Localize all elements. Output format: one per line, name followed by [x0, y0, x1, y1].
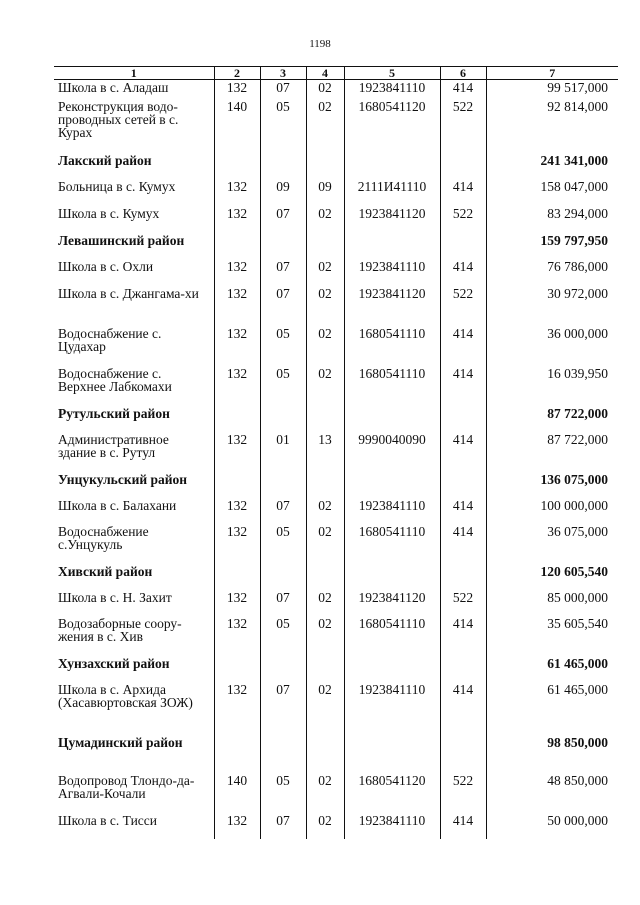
cell-c2: 132 [214, 524, 260, 564]
table-row [54, 326, 618, 366]
cell-c6 [440, 153, 486, 179]
cell-c5 [344, 656, 440, 682]
cell-c3: 07 [260, 590, 306, 616]
cell-amount: 83 294,000 [486, 206, 618, 233]
cell-c2 [214, 472, 260, 498]
cell-amount: 61 465,000 [486, 656, 618, 682]
cell-c4: 02 [306, 813, 344, 839]
cell-c5: 1923841110 [344, 813, 440, 839]
cell-c5: 1680541110 [344, 366, 440, 406]
cell-c5: 1680541110 [344, 326, 440, 366]
cell-c2: 132 [214, 206, 260, 233]
cell-c5: 1923841110 [344, 498, 440, 524]
table-row [54, 813, 618, 839]
cell-c6 [440, 564, 486, 590]
cell-c3: 07 [260, 813, 306, 839]
cell-c6: 414 [440, 524, 486, 564]
table-row [54, 498, 618, 524]
cell-c2: 132 [214, 179, 260, 206]
cell-c6 [440, 656, 486, 682]
table-body [54, 80, 618, 839]
header-row [54, 67, 618, 80]
cell-c5 [344, 472, 440, 498]
cell-c3: 05 [260, 326, 306, 366]
cell-c4: 02 [306, 773, 344, 813]
cell-amount: 158 047,000 [486, 179, 618, 206]
cell-c3: 05 [260, 99, 306, 153]
cell-c5: 1680541120 [344, 773, 440, 813]
table-row [54, 432, 618, 472]
cell-c5 [344, 564, 440, 590]
cell-c5: 1923841110 [344, 80, 440, 99]
cell-c3 [260, 472, 306, 498]
cell-c5: 1680541120 [344, 99, 440, 153]
cell-amount: 87 722,000 [486, 406, 618, 432]
cell-name: Унцукульский район [58, 471, 188, 487]
cell-amount: 36 075,000 [486, 524, 618, 564]
cell-name: Водоснабжение с. Верхнее Лабкомахи [58, 365, 172, 394]
cell-c6: 414 [440, 432, 486, 472]
cell-c5: 1923841110 [344, 682, 440, 735]
cell-name: Школа в с. Балахани [58, 497, 177, 513]
cell-c3: 05 [260, 616, 306, 656]
cell-c3: 05 [260, 366, 306, 406]
cell-c5: 9990040090 [344, 432, 440, 472]
table-row [54, 524, 618, 564]
cell-c2: 132 [214, 366, 260, 406]
cell-c6: 414 [440, 326, 486, 366]
cell-c6: 414 [440, 179, 486, 206]
cell-amount: 100 000,000 [486, 498, 618, 524]
table-row [54, 286, 618, 326]
col-header-5: 5 [344, 67, 440, 80]
cell-amount: 76 786,000 [486, 259, 618, 286]
cell-c2 [214, 656, 260, 682]
cell-c5 [344, 233, 440, 259]
col-header-1: 1 [54, 67, 214, 80]
cell-c3: 05 [260, 524, 306, 564]
cell-c4 [306, 153, 344, 179]
cell-c4: 02 [306, 206, 344, 233]
cell-name: Водопровод Тлондо-да-Агвали-Кочали [58, 772, 195, 801]
region-row [54, 564, 618, 590]
cell-c3 [260, 564, 306, 590]
cell-c4: 02 [306, 326, 344, 366]
cell-c5 [344, 406, 440, 432]
cell-amount: 36 000,000 [486, 326, 618, 366]
region-row [54, 153, 618, 179]
cell-c2: 132 [214, 286, 260, 326]
cell-name: Водозаборные соору-жения в с. Хив [58, 615, 182, 644]
region-row [54, 472, 618, 498]
col-header-3: 3 [260, 67, 306, 80]
table-row [54, 206, 618, 233]
cell-c6: 522 [440, 286, 486, 326]
cell-c2: 132 [214, 682, 260, 735]
cell-c3: 09 [260, 179, 306, 206]
cell-c4 [306, 233, 344, 259]
cell-name: Школа в с. Охли [58, 258, 154, 274]
col-header-2: 2 [214, 67, 260, 80]
cell-c4: 02 [306, 286, 344, 326]
cell-c4 [306, 406, 344, 432]
table-row [54, 682, 618, 735]
cell-c2: 132 [214, 326, 260, 366]
cell-c3: 05 [260, 773, 306, 813]
cell-c2: 132 [214, 80, 260, 99]
region-row [54, 406, 618, 432]
cell-c2 [214, 153, 260, 179]
cell-amount: 120 605,540 [486, 564, 618, 590]
cell-c4: 13 [306, 432, 344, 472]
cell-c2: 140 [214, 99, 260, 153]
cell-c4 [306, 472, 344, 498]
cell-c5: 1680541110 [344, 616, 440, 656]
cell-c2: 132 [214, 616, 260, 656]
table-row [54, 616, 618, 656]
cell-name: Школа в с. Джангама-хи [58, 285, 199, 301]
cell-c2 [214, 406, 260, 432]
cell-c4: 02 [306, 99, 344, 153]
cell-c4: 02 [306, 498, 344, 524]
cell-c3 [260, 735, 306, 773]
cell-c4 [306, 564, 344, 590]
cell-c6: 414 [440, 682, 486, 735]
cell-amount: 99 517,000 [486, 80, 618, 99]
cell-c6 [440, 406, 486, 432]
cell-c6: 414 [440, 616, 486, 656]
cell-name: Хунзахский район [58, 655, 170, 671]
cell-c4: 02 [306, 80, 344, 99]
cell-c2 [214, 564, 260, 590]
cell-c5 [344, 735, 440, 773]
cell-c3: 07 [260, 498, 306, 524]
cell-c4 [306, 656, 344, 682]
col-header-6: 6 [440, 67, 486, 80]
cell-amount: 35 605,540 [486, 616, 618, 656]
cell-c2: 132 [214, 498, 260, 524]
table-row [54, 259, 618, 286]
cell-c6: 522 [440, 773, 486, 813]
cell-amount: 16 039,950 [486, 366, 618, 406]
cell-c6: 522 [440, 99, 486, 153]
cell-c2: 132 [214, 590, 260, 616]
cell-c2 [214, 735, 260, 773]
region-row [54, 233, 618, 259]
cell-c5: 1923841110 [344, 259, 440, 286]
cell-c4: 02 [306, 524, 344, 564]
cell-name: Школа в с. Тисси [58, 812, 158, 828]
region-row [54, 656, 618, 682]
cell-amount: 98 850,000 [486, 735, 618, 773]
cell-c2: 132 [214, 259, 260, 286]
cell-name: Лакский район [58, 152, 152, 168]
region-row [54, 735, 618, 773]
cell-c2: 132 [214, 813, 260, 839]
table-row [54, 773, 618, 813]
cell-amount: 136 075,000 [486, 472, 618, 498]
cell-c3 [260, 153, 306, 179]
page-number: 1198 [309, 38, 331, 50]
cell-c4 [306, 735, 344, 773]
col-header-7: 7 [486, 67, 618, 80]
cell-name: Административное здание в с. Рутул [58, 431, 169, 460]
cell-name: Рутульский район [58, 405, 170, 421]
cell-amount: 159 797,950 [486, 233, 618, 259]
cell-c6: 414 [440, 813, 486, 839]
cell-c5: 2111И41110 [344, 179, 440, 206]
budget-table [54, 66, 618, 839]
cell-c6: 522 [440, 206, 486, 233]
table-row [54, 590, 618, 616]
cell-c3 [260, 656, 306, 682]
table-row [54, 366, 618, 406]
cell-c4: 09 [306, 179, 344, 206]
cell-c3: 07 [260, 682, 306, 735]
cell-amount: 87 722,000 [486, 432, 618, 472]
cell-c3: 01 [260, 432, 306, 472]
cell-c6: 414 [440, 259, 486, 286]
cell-c2: 140 [214, 773, 260, 813]
cell-c3: 07 [260, 80, 306, 99]
table-row [54, 179, 618, 206]
cell-c2: 132 [214, 432, 260, 472]
cell-c3: 07 [260, 259, 306, 286]
cell-amount: 48 850,000 [486, 773, 618, 813]
cell-c6: 414 [440, 80, 486, 99]
cell-name: Больница в с. Кумух [58, 178, 176, 194]
cell-c4: 02 [306, 259, 344, 286]
cell-name: Реконструкция водо-проводных сетей в с. Курах [58, 98, 179, 140]
cell-c5: 1923841120 [344, 590, 440, 616]
cell-amount: 92 814,000 [486, 99, 618, 153]
cell-amount: 85 000,000 [486, 590, 618, 616]
cell-name: Цумадинский район [58, 734, 183, 750]
cell-c6: 522 [440, 590, 486, 616]
cell-c4: 02 [306, 616, 344, 656]
cell-name: Хивский район [58, 563, 153, 579]
cell-amount: 241 341,000 [486, 153, 618, 179]
cell-name: Школа в с. Архида (Хасавюртовская ЗОЖ) [58, 681, 193, 710]
table-row [54, 80, 618, 99]
cell-c6 [440, 472, 486, 498]
cell-name: Школа в с. Н. Захит [58, 589, 172, 605]
cell-c6 [440, 233, 486, 259]
cell-amount: 61 465,000 [486, 682, 618, 735]
cell-name: Водоснабжение с.Унцукуль [58, 523, 149, 552]
cell-c5: 1923841120 [344, 206, 440, 233]
cell-c4: 02 [306, 366, 344, 406]
cell-c5: 1680541110 [344, 524, 440, 564]
cell-c6 [440, 735, 486, 773]
cell-c5 [344, 153, 440, 179]
cell-c3 [260, 406, 306, 432]
cell-c3 [260, 233, 306, 259]
cell-name: Водоснабжение с. Цудахар [58, 325, 162, 354]
col-header-4: 4 [306, 67, 344, 80]
cell-name: Школа в с. Кумух [58, 205, 160, 221]
cell-c4: 02 [306, 682, 344, 735]
cell-name: Левашинский район [58, 232, 185, 248]
cell-c4: 02 [306, 590, 344, 616]
cell-c3: 07 [260, 286, 306, 326]
cell-name: Школа в с. Аладаш [58, 80, 169, 95]
cell-amount: 30 972,000 [486, 286, 618, 326]
cell-c3: 07 [260, 206, 306, 233]
cell-amount: 50 000,000 [486, 813, 618, 839]
cell-c6: 414 [440, 366, 486, 406]
cell-c5: 1923841120 [344, 286, 440, 326]
cell-c2 [214, 233, 260, 259]
cell-c6: 414 [440, 498, 486, 524]
table-row [54, 99, 618, 153]
